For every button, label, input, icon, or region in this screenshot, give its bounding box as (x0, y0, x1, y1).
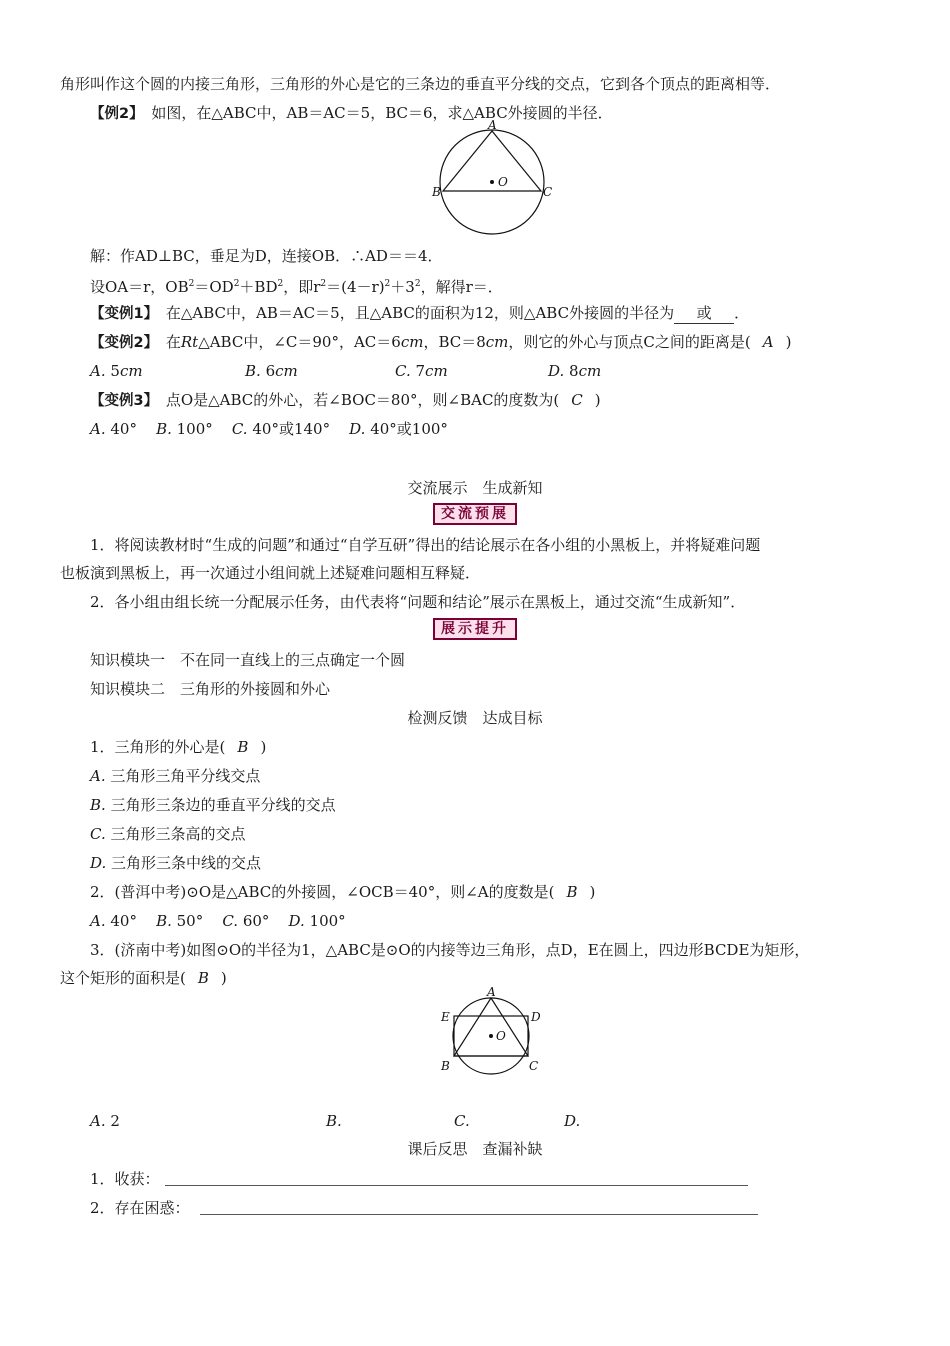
question-1-option-a: A. 三角形三角平分线交点 (90, 767, 261, 785)
variant-3-answer: C (571, 391, 583, 409)
question-1-option-b: B. 三角形三条边的垂直平分线的交点 (90, 796, 336, 814)
center-dot-1 (490, 180, 494, 184)
exchange-item-2: 2．各小组由组长统一分配展示任务，由代表将“问题和结论”展示在黑板上，通过交流“生成新知”． (90, 593, 746, 611)
variant-3-options: A. 40° B. 100° C. 40°或140° D. 40°或100° (90, 420, 448, 438)
reflect-gains-label: 1．收获： (90, 1170, 160, 1188)
section-exchange-title: 交流展示 生成新知 (407, 479, 543, 497)
stamp-showcase: 展示提升 (433, 618, 517, 640)
solution-line-1: 解：作AD⊥BC，垂足为D，连接OB．∴AD＝＝4． (90, 247, 443, 265)
example-2-text: 如图，在△ABC中，AB＝AC＝5，BC＝6，求△ABC外接圆的半径． (136, 104, 613, 122)
question-3-option-d: D. (564, 1112, 581, 1130)
reflect-confusion-label: 2．存在困惑： (90, 1199, 190, 1217)
section-reflect-title: 课后反思 查漏补缺 (407, 1140, 543, 1158)
knowledge-module-1: 知识模块一 不在同一直线上的三点确定一个圆 (90, 651, 406, 669)
question-3-option-c: C. (454, 1112, 470, 1130)
label-d-2: D (531, 1010, 541, 1024)
label-b-2: B (441, 1059, 450, 1073)
question-2-answer: B (566, 883, 578, 901)
intro-text: 角形叫作这个圆的内接三角形，三角形的外心是它的三条边的垂直平分线的交点，它到各个顶点的距离相等． (60, 75, 781, 93)
rectangle-circle-figure-2 (438, 986, 550, 1078)
question-1: 1．三角形的外心是( B ) (90, 738, 267, 756)
label-c-2: C (529, 1059, 539, 1073)
question-1-option-d: D. 三角形三条中线的交点 (90, 854, 262, 872)
knowledge-module-2: 知识模块二 三角形的外接圆和外心 (90, 680, 331, 698)
variant-2-option-d: D. 8cm (548, 362, 602, 380)
circumcircle-figure-1 (428, 118, 558, 238)
variant-2: 【变例2】 在Rt△ABC中，∠C＝90°，AC＝6cm，BC＝8cm，则它的外心与顶点C之间的距离是( A ) (90, 333, 792, 351)
label-c-1: C (543, 185, 553, 199)
section-test-title: 检测反馈 达成目标 (407, 709, 543, 727)
center-dot-2 (489, 1034, 493, 1038)
question-3-line-1: 3．(济南中考)如图⊙O的半径为1，△ABC是⊙O的内接等边三角形，点D，E在圆上，四边形BCDE为矩形， (90, 941, 810, 959)
question-2: 2．(普洱中考)⊙O是△ABC的外接圆，∠OCB＝40°，则∠A的度数是( B ) (90, 883, 596, 901)
label-b-1: B (432, 185, 441, 199)
variant-3: 【变例3】 点O是△ABC的外心，若∠BOC＝80°，则∠BAC的度数为( C ) (90, 391, 601, 409)
solution-line-2: 设OA＝r，$OB^2=OD^2+BD^2$，即$r^2=(4-r)^2+3^2$，解得r＝． (90, 278, 503, 296)
question-3-option-b: B. (326, 1112, 342, 1130)
variant-1-answer: 或 (674, 303, 734, 324)
question-1-option-c: C. 三角形三条高的交点 (90, 825, 246, 843)
reflect-gains-input[interactable] (165, 1185, 748, 1186)
variant-2-option-a: A. 5cm (90, 362, 143, 380)
triangle-abc-2 (454, 998, 528, 1056)
question-3-option-a: A. 2 (90, 1112, 120, 1130)
question-3-line-2: 这个矩形的面积是( B ) (60, 969, 227, 987)
example-2-tag: 【例2】 (90, 106, 137, 122)
reflect-confusion-input[interactable] (200, 1214, 758, 1215)
label-a-2: A (487, 986, 496, 999)
stamp-exchange: 交流预展 (433, 503, 517, 525)
label-o-1: O (498, 175, 508, 189)
variant-2-option-c: C. 7cm (395, 362, 448, 380)
question-2-options: A. 40° B. 50° C. 60° D. 100° (90, 912, 346, 930)
exchange-item-1-line-2: 也板演到黑板上，再一次通过小组间就上述疑难问题相互释疑． (60, 564, 481, 582)
label-o-2: O (496, 1029, 506, 1043)
label-a-1: A (488, 118, 497, 132)
variant-1: 【变例1】 在△ABC中，AB＝AC＝5，且△ABC的面积为12，则△ABC外接圆的半径为 或 ． (90, 304, 750, 322)
question-3-answer: B (197, 969, 209, 987)
label-e-2: E (441, 1010, 450, 1024)
variant-2-option-b: B. 6cm (245, 362, 298, 380)
exchange-item-1-line-1: 1．将阅读教材时“生成的问题”和通过“自学互研”得出的结论展示在各小组的小黑板上，并将疑难问题 (90, 536, 761, 554)
variant-2-answer: A (762, 333, 774, 351)
question-1-answer: B (237, 738, 249, 756)
